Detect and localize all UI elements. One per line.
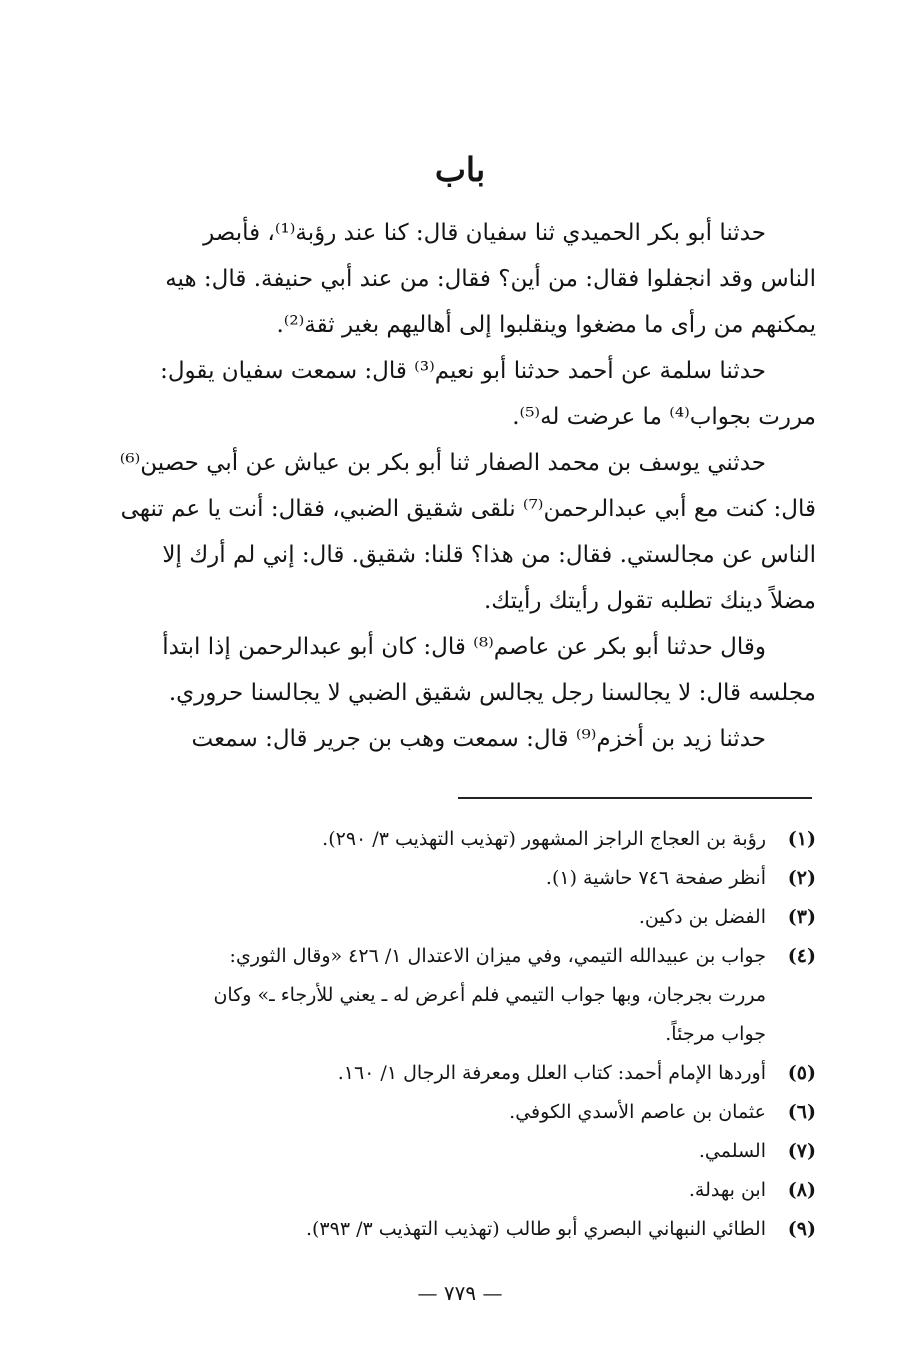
footnote [110,1171,816,1210]
footnote [110,1054,816,1093]
footnote-text: رؤبة بن العجاج الراجز المشهور (تهذيب التهذيب ٣/ ٢٩٠). [322,828,766,850]
footnote-text: مررت بجرجان، وبها جواب التيمي فلم أعرض له ـ يعني للأرجاء ـ» وكان [213,984,766,1006]
footnotes [110,820,816,1249]
footnote-text: الطائي النبهاني البصري أبو طالب (تهذيب التهذيب ٣/ ٣٩٣). [305,1218,766,1240]
footnote-number: (٩) [787,1218,816,1240]
text-line: مضلاً دينك تطلبه تقول رأيتك رأيتك. [483,588,816,614]
main-text [110,210,816,762]
footnote [110,937,816,1054]
paragraph [110,716,816,762]
paragraph [110,624,816,716]
footnote-text: عثمان بن عاصم الأسدي الكوفي. [509,1101,766,1123]
footnote-number: (٣) [787,906,816,928]
text-line: قال: كنت مع أبي عبدالرحمن⁽⁷⁾ نلقى شقيق الضبي، فقال: أنت يا عم تنهى [120,496,816,522]
footnote [110,820,816,859]
paragraph [110,440,816,624]
footnote-number: (٧) [787,1140,816,1162]
footnote-text: الفضل بن دكين. [638,906,766,928]
paragraph [110,210,816,348]
footnote [110,898,816,937]
paragraph [110,348,816,440]
footnote-number: (٨) [787,1179,816,1201]
footnote-number: (٤) [787,945,816,967]
footnote-text: أنظر صفحة ٧٤٦ حاشية (١). [545,867,766,889]
footnote [110,859,816,898]
text-line: حدثنا سلمة عن أحمد حدثنا أبو نعيم⁽³⁾ قال: سمعت سفيان يقول: [160,358,766,384]
footnote-number: (٦) [787,1101,816,1123]
footnote-text: السلمي. [698,1140,766,1162]
footnote-text: أوردها الإمام أحمد: كتاب العلل ومعرفة الرجال ١/ ١٦٠. [337,1062,766,1084]
text-line: الناس وقد انجفلوا فقال: من أين؟ فقال: من عند أبي حنيفة. قال: هيه [165,266,816,292]
text-line: حدثنا زيد بن أخزم⁽⁹⁾ قال: سمعت وهب بن جرير قال: سمعت [191,726,766,752]
chapter-heading: باب [434,150,486,189]
page-number: — ٧٧٩ — [417,1281,503,1305]
footnote [110,1093,816,1132]
footnote-number: (٢) [787,867,816,889]
text-line: حدثني يوسف بن محمد الصفار ثنا أبو بكر بن عياش عن أبي حصين⁽⁶⁾ [119,450,766,476]
text-line: الناس عن مجالستي. فقال: من هذا؟ قلنا: شقيق. قال: إني لم أرك إلا [162,542,816,568]
footnote-number: (١) [787,828,816,850]
text-line: مجلسه قال: لا يجالسنا رجل يجالس شقيق الضبي لا يجالسنا حروري. [168,680,816,706]
text-line: حدثنا أبو بكر الحميدي ثنا سفيان قال: كنا عند رؤبة⁽¹⁾، فأبصر [203,220,766,246]
text-line: مررت بجواب⁽⁴⁾ ما عرضت له⁽⁵⁾. [512,404,816,430]
footnote-number: (٥) [787,1062,816,1084]
footnote [110,1132,816,1171]
text-line: يمكنهم من رأى ما مضغوا وينقلبوا إلى أهاليهم بغير ثقة⁽²⁾. [276,312,816,338]
footnote-text: جواب بن عبيدالله التيمي، وفي ميزان الاعتدال ١/ ٤٢٦ «وقال الثوري: [229,945,766,967]
footnote [110,1210,816,1249]
footnote-text: جواب مرجئاً. [665,1023,766,1045]
footnote-separator [458,797,812,799]
footnote-text: ابن بهدلة. [688,1179,766,1201]
text-line: وقال حدثنا أبو بكر عن عاصم⁽⁸⁾ قال: كان أبو عبدالرحمن إذا ابتدأ [162,634,766,660]
